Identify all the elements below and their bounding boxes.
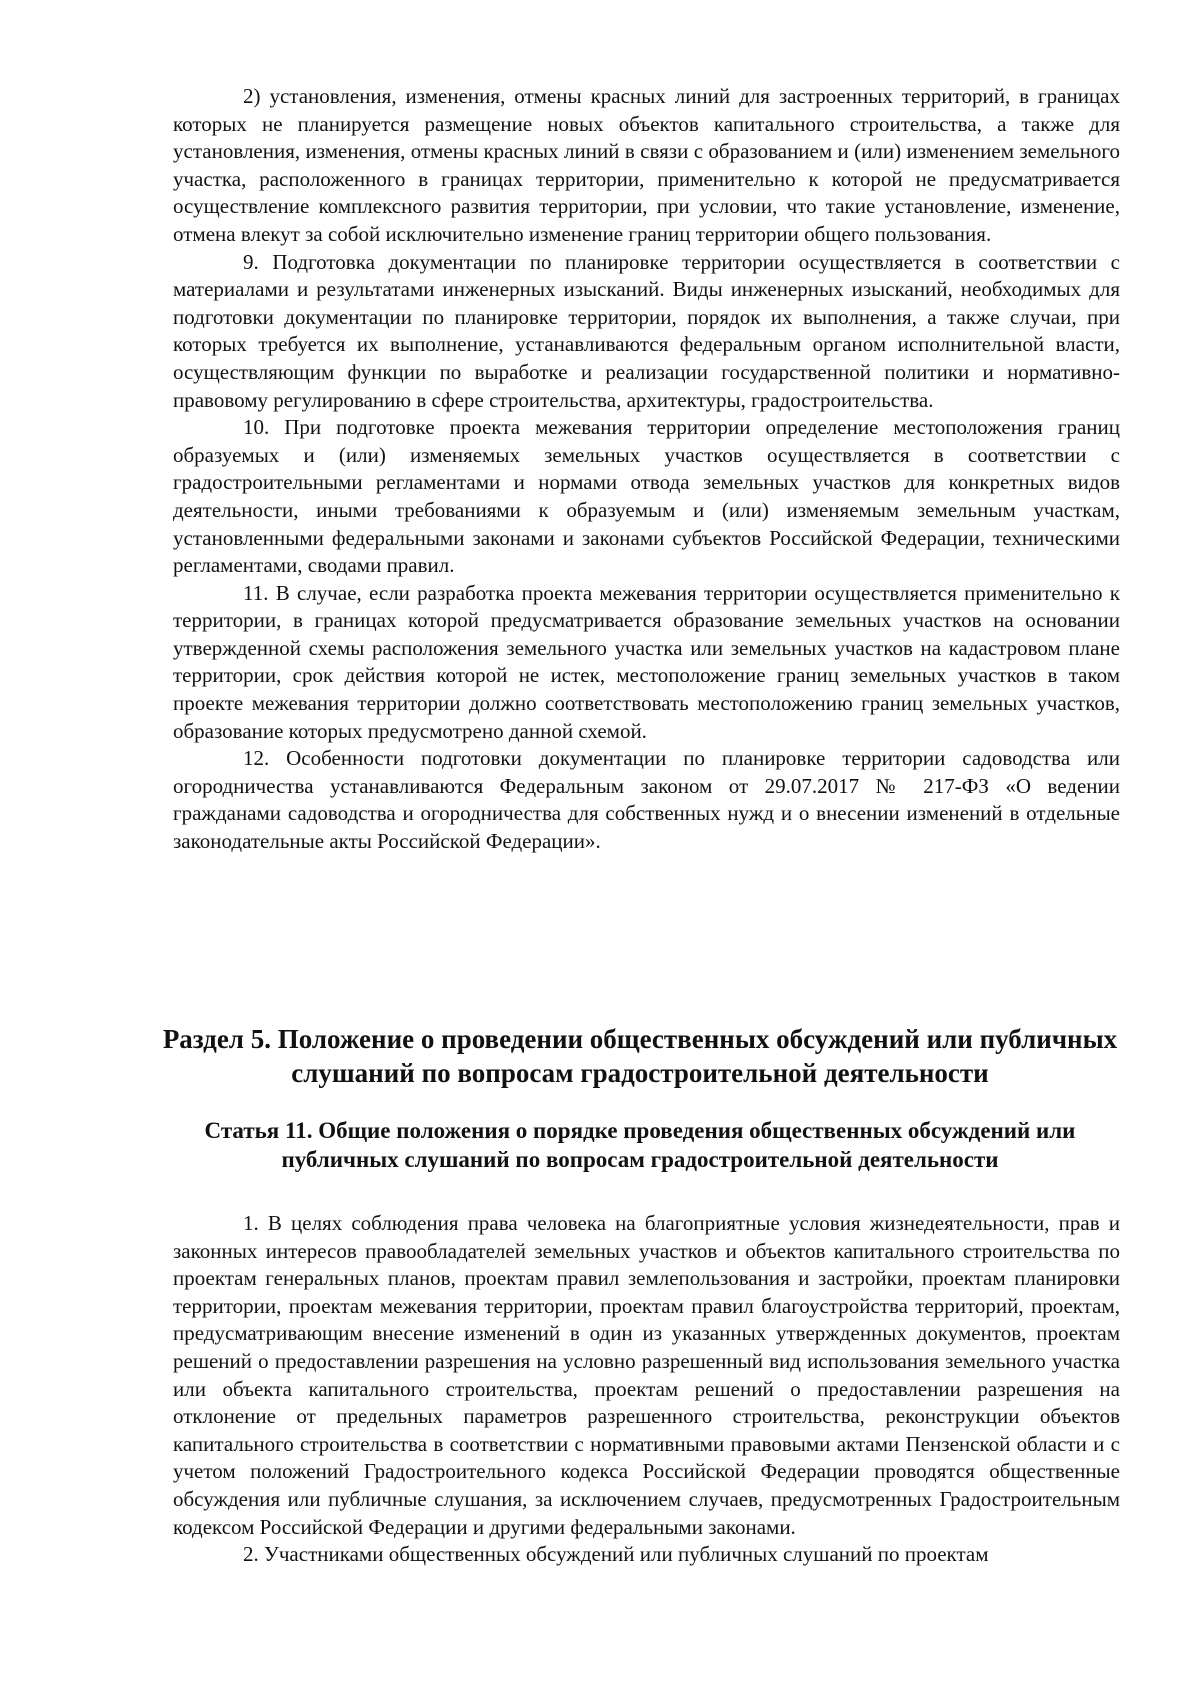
- top-text-block: [173, 83, 1120, 856]
- paragraph-11: 11. В случае, если разработка проекта межевания территории осуществляется применительно к территории, в границах которой предусматривается образование земельных участков на основании утвержденной схемы расположения земельного участка или земельных участков на кадастровом плане территории, срок действия которой не истек, местоположение границ земельных участков в таком проекте межевания территории должно соответствовать местоположению границ земельных участков, образование которых предусмотрено данной схемой.: [173, 580, 1120, 743]
- article-paragraph-1: 1. В целях соблюдения права человека на благоприятные условия жизнедеятельности, прав и законных интересов правообладателей земельных участков и объектов капитального строительства по проектам генеральных планов, проектам правил землепользования и застройки, проектам планировки территории, проектам межевания территории, проектам правил благоустройства территорий, проектам, предусматривающим внесение изменений в один из указанных утвержденных документов, проектам решений о предоставлении разрешения на условно разрешенный вид использования земельного участка или объекта капитального строительства, проектам решений о предоставлении разрешения на отклонение от предельных параметров разрешенного строительства, реконструкции объектов капитального строительства в соответствии с нормативными правовыми актами Пензенской области и с учетом положений Градостроительного кодекса Российской Федерации проводятся общественные обсуждения или публичные слушания, за исключением случаев, предусмотренных Градостроительным кодексом Российской Федерации и другими федеральными законами.: [173, 1211, 1120, 1539]
- paragraph-12: 12. Особенности подготовки документации по планировке территории садоводства или огородничества устанавливаются Федеральным законом от 29.07.2017 № 217-ФЗ «О ведении гражданами садоводства и огородничества для собственных нужд и о внесении изменений в отдельные законодательные акты Российской Федерации».: [173, 746, 1120, 854]
- article-title: Статья 11. Общие положения о порядке проведения общественных обсуждений или публичных слушаний по вопросам градостроительной деятельности: [204, 1118, 1076, 1172]
- section-title: Раздел 5. Положение о проведении общественных обсуждений или публичных слушаний по вопросам градостроительной деятельности: [162, 1024, 1118, 1088]
- paragraph-10: 10. При подготовке проекта межевания территории определение местоположения границ образуемых и (или) изменяемых земельных участков осуществляется в соответствии с градостроительными регламентами и нормами отвода земельных участков для конкретных видов деятельности, иными требованиями к образуемым и (или) изменяемым земельным участкам, установленными федеральными законами и законами субъектов Российской Федерации, техническими регламентами, сводами правил.: [173, 415, 1120, 578]
- paragraph-9: 9. Подготовка документации по планировке территории осуществляется в соответствии с материалами и результатами инженерных изысканий. Виды инженерных изысканий, необходимых для подготовки документации по планировке территории, порядок их выполнения, а также случаи, при которых требуется их выполнение, устанавливаются федеральным органом исполнительной власти, осуществляющим функции по выработке и реализации государственной политики и нормативно-правовому регулированию в сфере строительства, архитектуры, градостроительства.: [173, 249, 1120, 412]
- article-text-block: [173, 1210, 1120, 1569]
- paragraph-item-2: 2) установления, изменения, отмены красных линий для застроенных территорий, в границах которых не планируется размещение новых объектов капитального строительства, а также для установления, изменения, отмены красных линий в связи с образованием и (или) изменением земельного участка, расположенного в границах территории, применительно к которой не предусматривается осуществление комплексного развития территории, при условии, что такие установление, изменение, отмена влекут за собой исключительно изменение границ территории общего пользования.: [173, 84, 1120, 246]
- article-paragraph-2: 2. Участниками общественных обсуждений или публичных слушаний по проектам: [243, 1542, 989, 1567]
